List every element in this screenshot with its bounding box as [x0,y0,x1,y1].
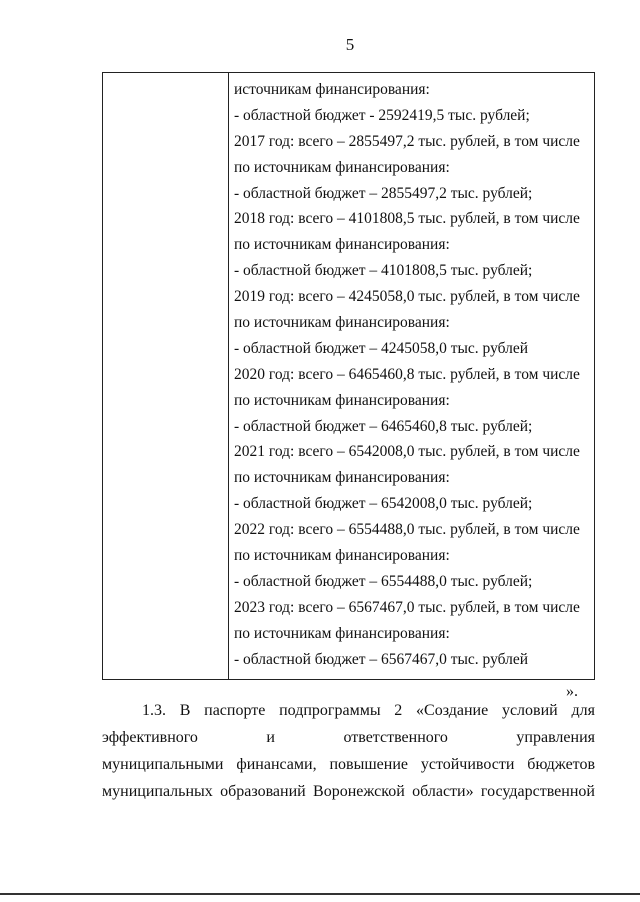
financing-line: 2019 год: всего – 4245058,0 тыс. рублей, в том числе [234,288,580,306]
financing-line: по источникам финансирования: [234,391,450,409]
financing-line: - областной бюджет – 4101808,5 тыс. рублей; [234,262,533,280]
paragraph-word: Воронежской [313,783,405,800]
closing-quote: ». [566,683,578,700]
financing-line: по источникам финансирования: [234,314,450,332]
paragraph-word: устойчивости [420,756,515,773]
paragraph-word: паспорте [204,702,266,719]
financing-line: 2021 год: всего – 6542008,0 тыс. рублей, в том числе [234,443,580,461]
body-paragraph [102,697,595,805]
page-bottom-rule [0,893,640,895]
paragraph-line-4 [102,778,595,805]
paragraph-line-3 [102,751,595,778]
paragraph-word: образований [220,783,306,800]
financing-line: 2022 год: всего – 6554488,0 тыс. рублей, в том числе [234,521,580,539]
financing-line: 2020 год: всего – 6465460,8 тыс. рублей, в том числе [234,365,580,383]
paragraph-word: условий [501,702,558,719]
page-number: 5 [345,35,355,54]
paragraph-word: 1.3. [142,702,166,719]
financing-text-cell [234,77,594,672]
paragraph-word: «Создание [416,702,489,719]
financing-line: - областной бюджет – 4245058,0 тыс. рублей [234,339,529,357]
paragraph-word: 2 [394,702,403,719]
financing-line: 2023 год: всего – 6567467,0 тыс. рублей, в том числе [234,598,580,616]
financing-line: по источникам финансирования: [234,158,450,176]
paragraph-word: области» [412,783,474,800]
paragraph-word: подпрограммы [279,702,381,719]
financing-line: - областной бюджет - 2592419,5 тыс. рублей; [234,106,530,124]
financing-line: 2018 год: всего – 4101808,5 тыс. рублей, в том числе [234,210,580,228]
paragraph-word: и [266,729,275,746]
financing-line: источникам финансирования: [234,81,430,98]
paragraph-word: муниципальных [102,783,213,800]
financing-line: по источникам финансирования: [234,547,450,565]
paragraph-word: В [179,702,191,719]
paragraph-word: государственной [480,783,595,800]
paragraph-word: финансами, [236,756,317,773]
paragraph-line-1 [102,697,595,724]
paragraph-word: для [571,702,595,719]
financing-line: 2017 год: всего – 2855497,2 тыс. рублей, в том числе [234,132,580,150]
paragraph-word: ответственного [343,729,448,746]
financing-line: по источникам финансирования: [234,236,450,254]
financing-line: по источникам финансирования: [234,624,450,642]
table-column-divider [228,73,229,679]
paragraph-word: повышение [329,756,408,773]
financing-line: - областной бюджет – 6542008,0 тыс. рублей; [234,495,533,513]
financing-line: - областной бюджет – 6554488,0 тыс. рублей; [234,572,533,590]
paragraph-word: эффективного [102,729,198,746]
financing-line: - областной бюджет – 6465460,8 тыс. рублей; [234,417,533,435]
financing-table [102,72,595,680]
financing-line: - областной бюджет – 6567467,0 тыс. рублей [234,650,529,668]
paragraph-word: управления [516,729,595,746]
paragraph-word: муниципальными [102,756,224,773]
financing-line: - областной бюджет – 2855497,2 тыс. рублей; [234,184,533,202]
paragraph-line-2 [102,724,595,751]
financing-line: по источникам финансирования: [234,469,450,487]
paragraph-word: бюджетов [527,756,595,773]
